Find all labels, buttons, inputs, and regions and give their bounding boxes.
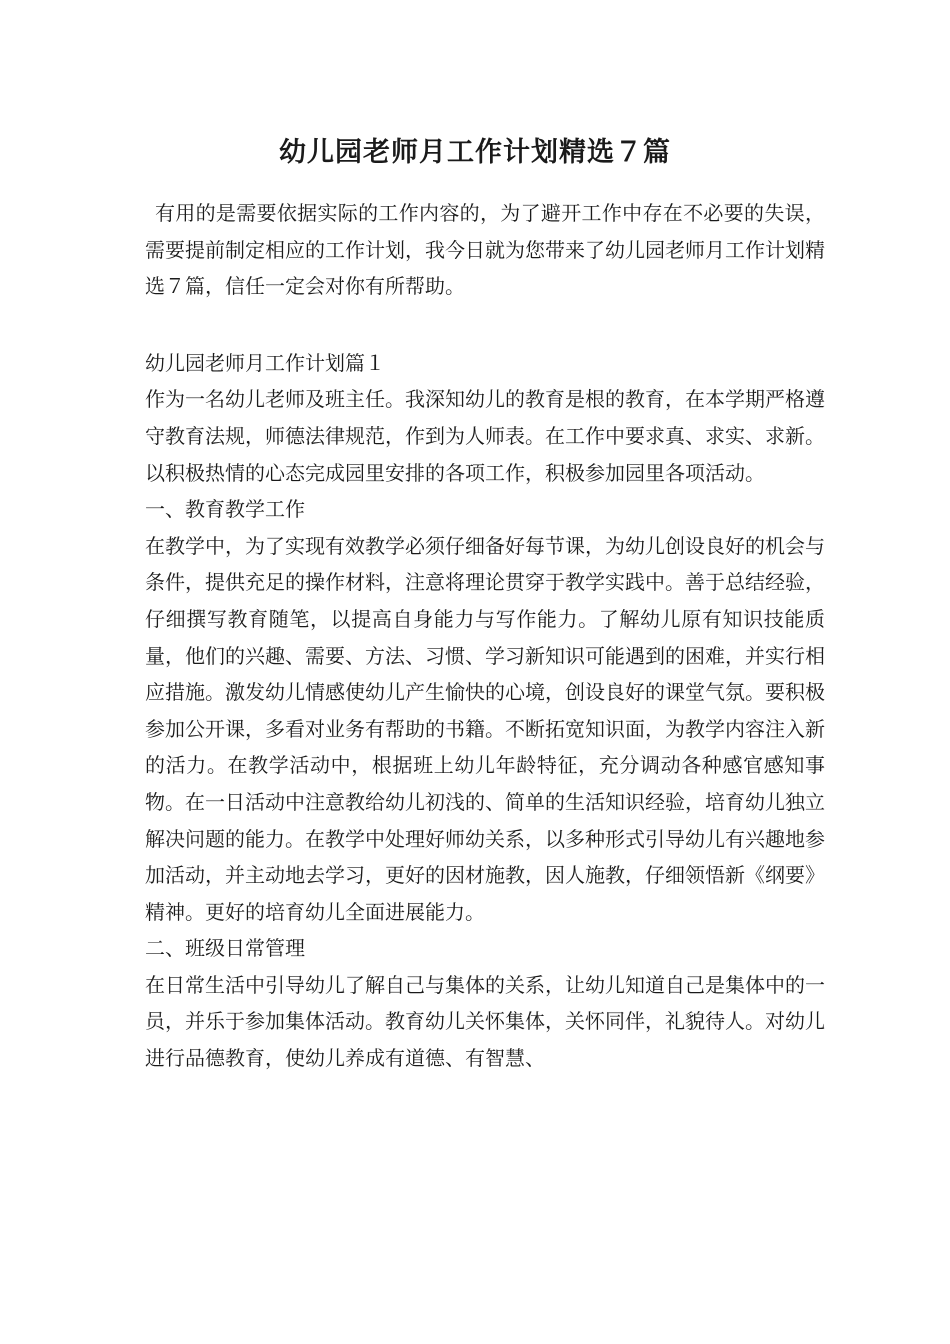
subheading-class-management: 二、班级日常管理 bbox=[145, 936, 305, 961]
body-paragraph-3: 在日常生活中引导幼儿了解自己与集体的关系，让幼儿知道自己是集体中的一员，并乐于参加集体活动。教育幼儿关怀集体，关怀同伴，礼貌待人。对幼儿进行品德教育，使幼儿养成有道德、有智慧、 bbox=[145, 972, 825, 1071]
body-paragraph-1: 作为一名幼儿老师及班主任。我深知幼儿的教育是根的教育，在本学期严格遵守教育法规，师德法律规范，作到为人师表。在工作中要求真、求实、求新。以积极热情的心态完成园里安排的各项工作，积极参加园里各项活动。 bbox=[145, 387, 825, 485]
document-body bbox=[145, 195, 825, 1077]
body-paragraph-2: 在教学中，为了实现有效教学必须仔细备好每节课，为幼儿创设良好的机会与条件，提供充足的操作材料，注意将理论贯穿于教学实践中。善于总结经验，仔细撰写教育随笔，以提高自身能力与写作能力。了解幼儿原有知识技能质量，他们的兴趣、需要、方法、习惯、学习新知识可能遇到的困难，并实行相应措施。激发幼儿情感使幼儿产生愉快的心境，创设良好的课堂气氛。要积极参加公开课，多看对业务有帮助的书籍。不断拓宽知识面，为教学内容注入新的活力。在教学活动中，根据班上幼儿年龄特征，充分调动各种感官感知事物。在一日活动中注意教给幼儿初浅的、简单的生活知识经验，培育幼儿独立解决问题的能力。在教学中处理好师幼关系，以多种形式引导幼儿有兴趣地参加活动，并主动地去学习，更好的因材施教，因人施教，仔细领悟新《纲要》精神。更好的培育幼儿全面进展能力。 bbox=[145, 533, 825, 924]
subheading-teaching: 一、教育教学工作 bbox=[145, 497, 305, 522]
intro-paragraph: 有用的是需要依据实际的工作内容的，为了避开工作中存在不必要的失误，需要提前制定相应的工作计划，我今日就为您带来了幼儿园老师月工作计划精选７篇，信任一定会对你有所帮助。 bbox=[145, 201, 825, 299]
document-title: 幼儿园老师月工作计划精选７篇 bbox=[279, 137, 671, 168]
paragraph-spacer bbox=[145, 305, 825, 345]
section-heading: 幼儿园老师月工作计划篇１ bbox=[145, 350, 385, 375]
